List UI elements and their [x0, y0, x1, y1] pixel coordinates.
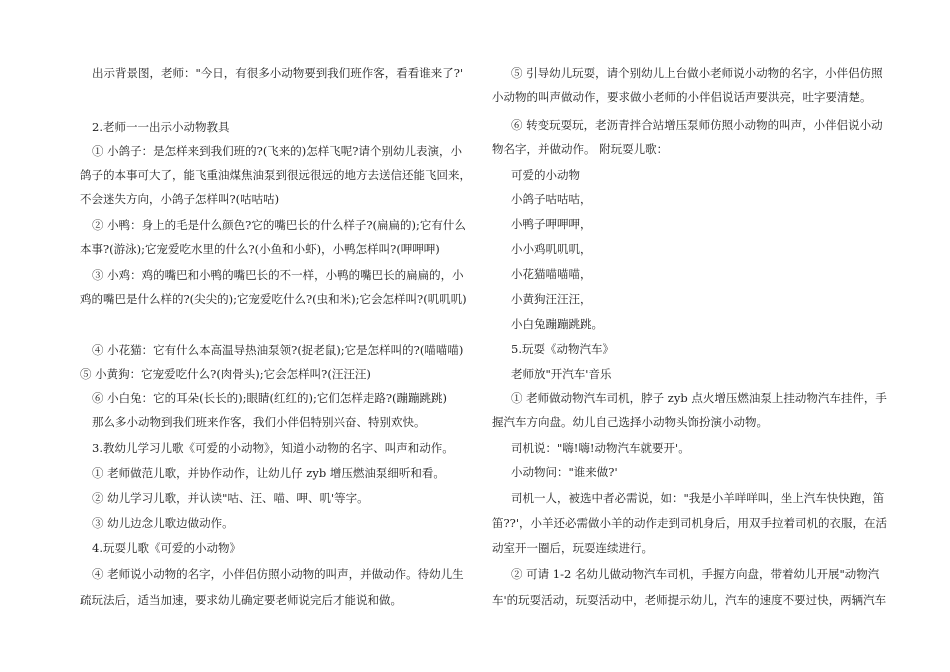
left-line: ④ 老师说小动物的名字，小伴侣仿照小动物的叫声，并做动作。待幼儿生	[92, 567, 464, 581]
right-line: 车'的玩耍活动，玩耍活动中，老师提示幼儿，汽车的速度不要过快，两辆汽车	[492, 593, 887, 607]
right-line: 老师放"开汽车'音乐	[511, 367, 612, 381]
left-line: ③ 小鸡：鸡的嘴巴和小鸭的嘴巴长的不一样，小鸭的嘴巴长的扁扁的，小	[92, 268, 464, 282]
left-line: 鸡的嘴巴是什么样的?(尖尖的);它宠爱吃什么?(虫和米);它会怎样叫?(叽叽叽)	[80, 292, 467, 306]
left-line: 疏玩法后，适当加速，要求幼儿确定要老师说完后才能说和做。	[80, 593, 402, 607]
right-line: 笛??'，小羊还必需做小羊的动作走到司机身后，用双手拉着司机的衣服，在活	[492, 516, 887, 530]
poem-line: 小鸽子咕咕咕，	[511, 192, 592, 206]
left-line: ① 小鸽子：是怎样来到我们班的?(飞来的)怎样飞呢?请个别幼儿表演，小	[92, 144, 462, 158]
left-line: 不会迷失方向，小鸽子怎样叫?(咕咕咕)	[80, 192, 280, 206]
left-line: ② 小鸭：身上的毛是什么颜色?它的嘴巴长的什么样子?(扁扁的);它有什么	[92, 218, 466, 232]
poem-title: 可爱的小动物	[511, 168, 580, 182]
poem-line: 小鸭子呷呷呷，	[511, 217, 592, 231]
right-line: 握汽车方向盘。幼儿自己选择小动物头饰扮演小动物。	[492, 415, 768, 429]
left-line: 出示背景图，老师："今日，有很多小动物要到我们班作客，看看谁来了?'	[92, 66, 464, 80]
poem-line: 小小鸡叽叽叽，	[511, 242, 592, 256]
poem-line: 小黄狗汪汪汪，	[511, 292, 592, 306]
right-line: 司机一人，被选中者必需说，如："我是小羊咩咩叫，坐上汽车快快跑，笛	[511, 491, 885, 505]
right-line: 5.玩耍《动物汽车》	[511, 342, 614, 356]
left-line: 鸽子的本事可大了，能飞重油煤焦油泵到很远很远的地方去送信还能飞回来，	[80, 168, 471, 182]
left-line: 本事?(游泳);它宠爱吃水里的什么?(小鱼和小虾)，小鸭怎样叫?(呷呷呷)	[80, 242, 440, 256]
right-line: ① 老师做动物汽车司机，脖子 zyb 点火增压燃油泵上挂动物汽车挂件，手	[511, 391, 887, 405]
left-line: 那么多小动物到我们班来作客，我们小伴侣特别兴奋、特别欢快。	[92, 415, 426, 429]
left-line: ③ 幼儿边念儿歌边做动作。	[92, 516, 234, 530]
left-line: 4.玩耍儿歌《可爱的小动物》	[92, 541, 241, 555]
left-line: 3.教幼儿学习儿歌《可爱的小动物》，知道小动物的名字、叫声和动作。	[92, 441, 454, 455]
left-line: 2.老师一一出示小动物教具	[92, 120, 230, 134]
right-line: 小动物的叫声做动作，要求做小老师的小伴侣说话声要洪亮，吐字要清楚。	[492, 90, 872, 104]
poem-line: 小白兔蹦蹦跳跳。	[511, 317, 603, 331]
left-line: ① 老师做范儿歌，并协作动作，让幼儿仔 zyb 增压燃油泵细听和看。	[92, 466, 445, 480]
right-line: 物名字，并做动作。 附玩耍儿歌：	[492, 142, 669, 156]
left-line: ⑥ 小白兔：它的耳朵(长长的);眼睛(红红的);它们怎样走路?(蹦蹦跳跳)	[92, 391, 447, 405]
left-line: ⑤ 小黄狗：它宠爱吃什么?(肉骨头);它会怎样叫?(汪汪汪)	[80, 367, 371, 381]
left-line: ④ 小花猫：它有什么本高温导热油泵领?(捉老鼠);它是怎样叫的?(喵喵喵)	[92, 343, 464, 357]
right-line: 司机说："嗨!嗨!动物汽车就要开'。	[511, 441, 690, 455]
right-line: ⑥ 转变玩耍玩，老沥青拌合站增压泵师仿照小动物的叫声，小伴侣说小动	[511, 118, 883, 132]
poem-line: 小花猫喵喵喵，	[511, 267, 592, 281]
right-line: ② 可请 1-2 名幼儿做动物汽车司机，手握方向盘，带着幼儿开展"动物汽	[511, 567, 880, 581]
left-line: ② 幼儿学习儿歌，并认读"咕、汪、喵、呷、叽'等字。	[92, 491, 369, 505]
right-line: ⑤ 引导幼儿玩耍，请个别幼儿上台做小老师说小动物的名字，小伴侣仿照	[511, 66, 883, 80]
right-line: 动室开一圈后，玩耍连续进行。	[492, 541, 653, 555]
right-line: 小动物问："谁来做?'	[511, 465, 618, 479]
